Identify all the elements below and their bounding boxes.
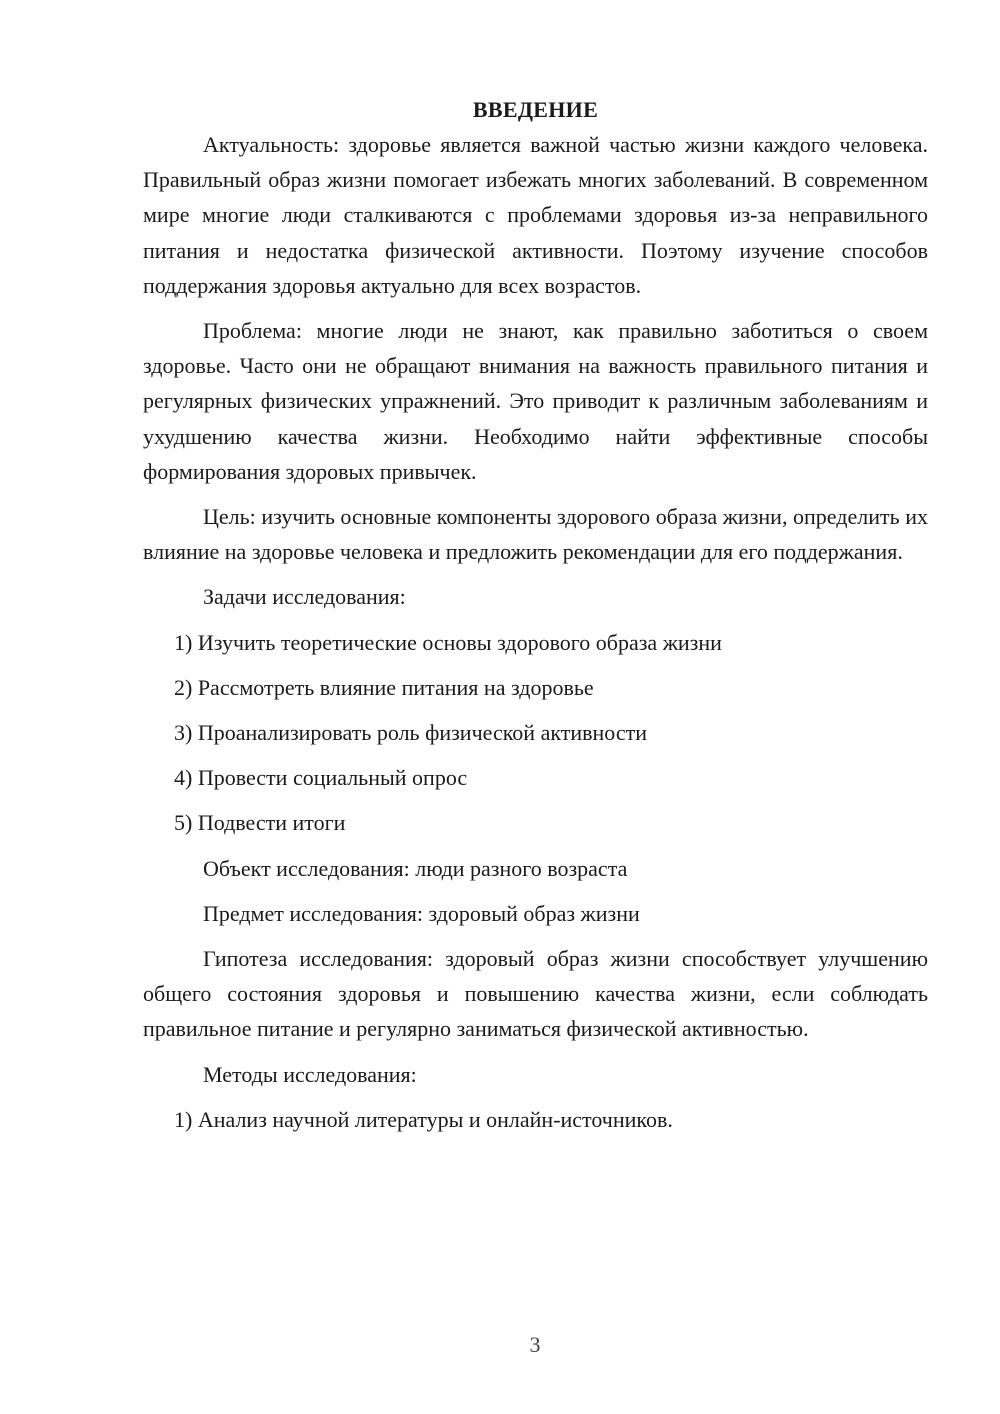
relevance-paragraph: Актуальность: здоровье является важной частью жизни каждого человека. Правильный образ жизни помогает избежать многих заболеваний. В современном мире многие люди сталкиваются с проблемами здоровья из-за неправильного питания и недостатка физической активности. Поэтому изучение способов поддержания здоровья актуально для всех возрастов. xyxy=(143,132,928,298)
hypothesis-paragraph: Гипотеза исследования: здоровый образ жизни способствует улучшению общего состояния здоровья и повышению качества жизни, если соблюдать правильное питание и регулярно заниматься физической активностью. xyxy=(143,946,928,1042)
list-item: 1) Изучить теоретические основы здорового образа жизни xyxy=(174,629,722,655)
tasks-list xyxy=(143,625,928,841)
subject-line: Предмет исследования: здоровый образ жизни xyxy=(203,900,640,926)
list-item: 1) Анализ научной литературы и онлайн-источников. xyxy=(174,1106,673,1132)
goal-paragraph: Цель: изучить основные компоненты здорового образа жизни, определить их влияние на здоровье человека и предложить рекомендации для его поддержания. xyxy=(143,504,928,565)
methods-list xyxy=(143,1102,928,1137)
document-page xyxy=(143,92,928,1137)
list-item: 2) Рассмотреть влияние питания на здоровье xyxy=(174,674,594,700)
methods-heading: Методы исследования: xyxy=(203,1061,417,1087)
problem-paragraph: Проблема: многие люди не знают, как правильно заботиться о своем здоровье. Часто они не обращают внимания на важность правильного питания и регулярных физических упражнений. Это приводит к различным заболеваниям и ухудшению качества жизни. Необходимо найти эффективные способы формирования здоровых привычек. xyxy=(143,318,928,484)
list-item: 5) Подвести итоги xyxy=(174,810,346,836)
section-heading: ВВЕДЕНИЕ xyxy=(472,97,599,122)
page-number: 3 xyxy=(529,1332,541,1357)
object-line: Объект исследования: люди разного возраста xyxy=(203,855,628,881)
list-item: 4) Провести социальный опрос xyxy=(174,765,468,791)
list-item: 3) Проанализировать роль физической активности xyxy=(174,720,647,746)
tasks-heading: Задачи исследования: xyxy=(203,584,406,610)
